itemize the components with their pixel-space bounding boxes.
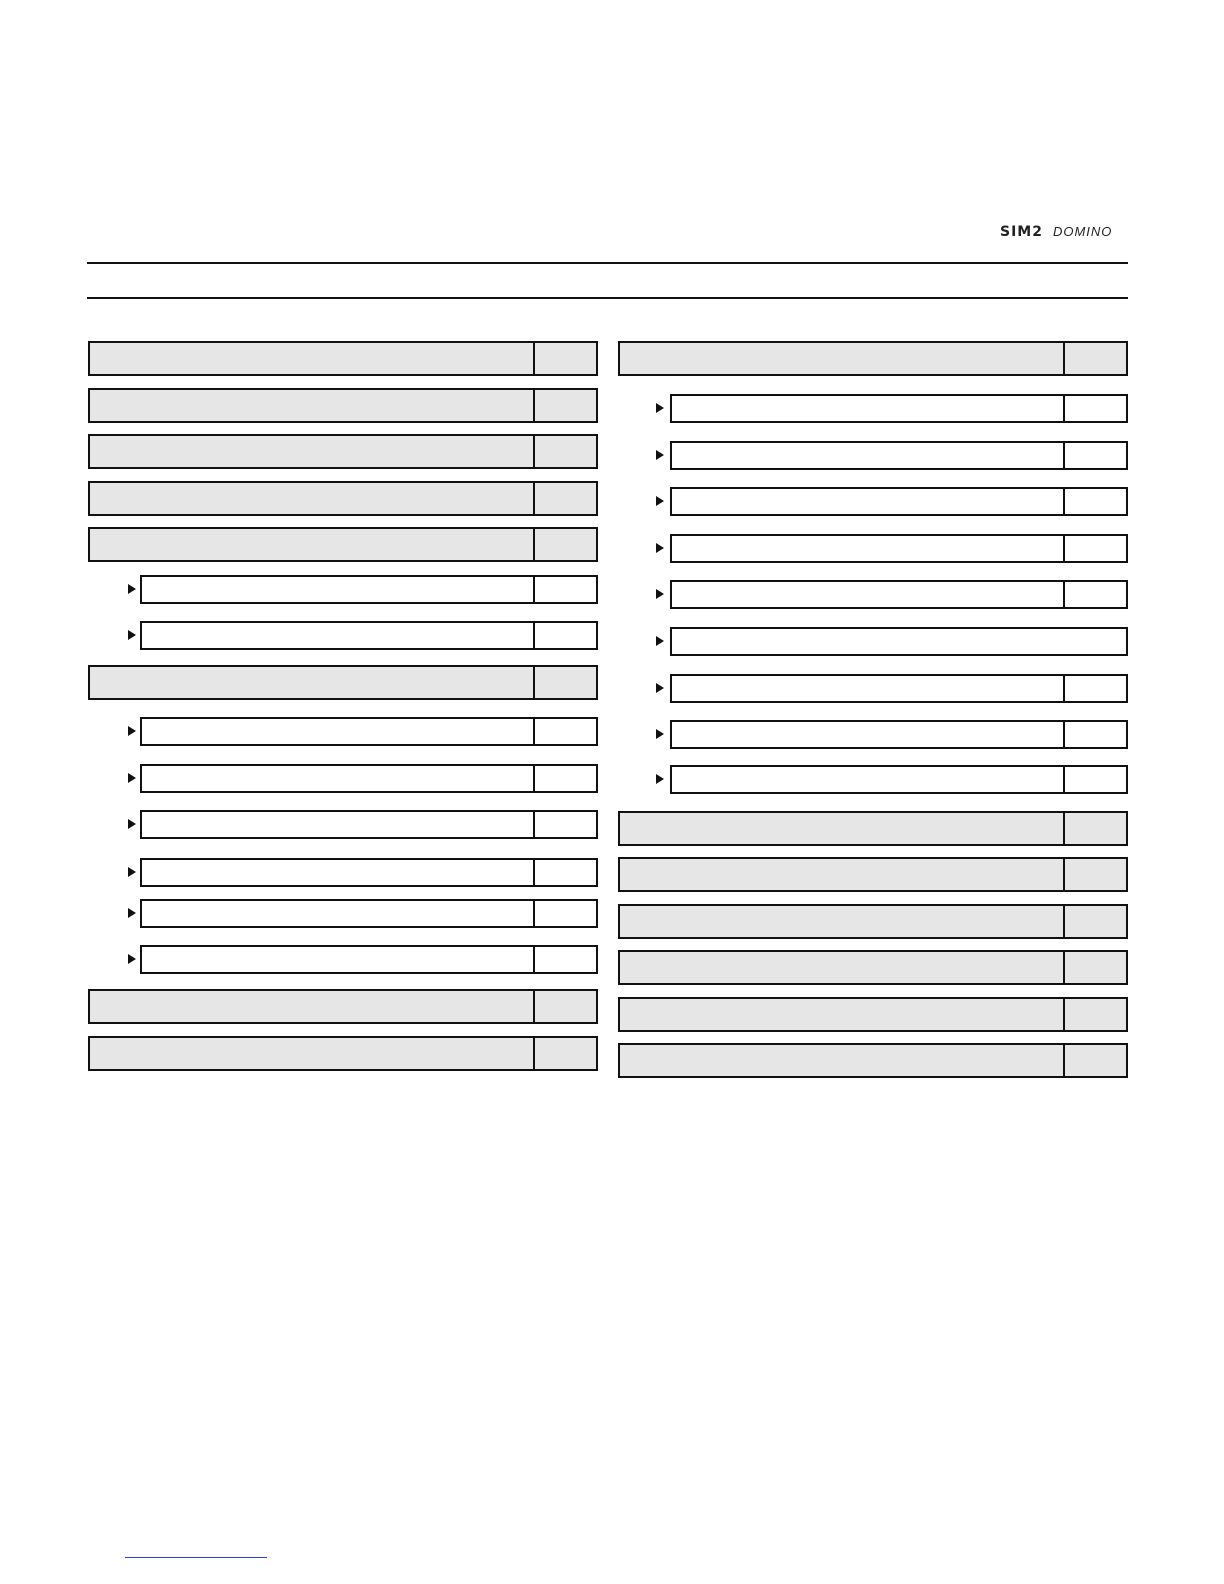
toc-entry-title [142,860,535,885]
toc-entry-title [90,390,535,421]
toc-entry-page-number [535,343,596,374]
toc-entry-page-number [1065,343,1126,374]
toc-section-entry[interactable] [88,434,598,469]
bullet-arrow-icon [128,726,136,736]
bullet-arrow-icon [128,954,136,964]
bullet-arrow-icon [656,774,664,784]
toc-entry-title [142,901,535,926]
toc-entry-page-number [1065,859,1126,890]
toc-entry-page-number [535,860,596,885]
toc-entry-title [620,999,1065,1030]
bullet-arrow-icon [656,496,664,506]
toc-entry-page-number [535,436,596,467]
toc-entry-page-number [1065,396,1126,421]
toc-subsection-entry[interactable] [670,534,1128,563]
toc-entry-page-number [1065,906,1126,937]
bullet-arrow-icon [656,543,664,553]
toc-entry-page-number [1065,489,1126,514]
bullet-arrow-icon [656,683,664,693]
toc-entry-title [672,489,1065,514]
bullet-arrow-icon [128,867,136,877]
toc-entry-title [142,719,535,744]
toc-entry-page-number [535,483,596,514]
header-rule-top [87,262,1128,264]
toc-entry-page-number [535,719,596,744]
toc-entry-title [620,343,1065,374]
toc-entry-title [672,396,1065,421]
toc-section-entry[interactable] [88,1036,598,1071]
toc-subsection-entry[interactable] [670,674,1128,703]
toc-subsection-entry[interactable] [140,575,598,604]
toc-entry-page-number [535,766,596,791]
toc-entry-title [672,582,1065,607]
toc-subsection-entry[interactable] [140,810,598,839]
bullet-arrow-icon [128,819,136,829]
toc-subsection-entry[interactable] [140,945,598,974]
toc-section-entry[interactable] [88,481,598,516]
toc-entry-page-number [535,667,596,698]
toc-entry-title [672,629,1126,654]
header-rule-bottom [87,297,1128,299]
toc-entry-page-number [535,623,596,648]
toc-subsection-entry[interactable] [670,765,1128,794]
toc-entry-title [620,906,1065,937]
toc-entry-title [90,529,535,560]
toc-entry-page-number [1065,582,1126,607]
toc-subsection-entry[interactable] [670,487,1128,516]
toc-section-entry[interactable] [618,811,1128,846]
toc-subsection-entry[interactable] [140,717,598,746]
logo-brand: SIM2 [1000,224,1043,240]
toc-subsection-entry[interactable] [140,858,598,887]
toc-entry-title [672,443,1065,468]
toc-entry-page-number [535,991,596,1022]
toc-entry-title [142,947,535,972]
toc-section-entry[interactable] [618,857,1128,892]
toc-entry-title [90,667,535,698]
toc-entry-title [142,623,535,648]
toc-subsection-entry[interactable] [670,441,1128,470]
bullet-arrow-icon [128,908,136,918]
toc-subsection-entry[interactable] [670,720,1128,749]
toc-entry-page-number [535,812,596,837]
bullet-arrow-icon [128,773,136,783]
toc-entry-title [620,813,1065,844]
toc-entry-page-number [1065,536,1126,561]
toc-entry-title [672,676,1065,701]
toc-entry-title [672,536,1065,561]
toc-section-entry[interactable] [88,989,598,1024]
toc-subsection-entry[interactable] [670,394,1128,423]
toc-entry-page-number [1065,722,1126,747]
toc-entry-page-number [1065,676,1126,701]
toc-entry-page-number [535,901,596,926]
toc-subsection-entry[interactable] [670,580,1128,609]
bullet-arrow-icon [656,636,664,646]
toc-entry-title [142,812,535,837]
toc-entry-page-number [1065,767,1126,792]
toc-section-entry[interactable] [618,904,1128,939]
footer-link-underline [125,1557,267,1558]
toc-entry-title [620,859,1065,890]
bullet-arrow-icon [656,450,664,460]
bullet-arrow-icon [128,584,136,594]
toc-section-entry[interactable] [618,950,1128,985]
bullet-arrow-icon [656,589,664,599]
toc-entry-title [142,766,535,791]
toc-section-entry[interactable] [618,997,1128,1032]
toc-entry-title [672,722,1065,747]
toc-entry-page-number [1065,999,1126,1030]
toc-entry-title [90,991,535,1022]
bullet-arrow-icon [656,729,664,739]
toc-entry-page-number [1065,952,1126,983]
toc-entry-page-number [535,390,596,421]
toc-entry-page-number [535,947,596,972]
toc-entry-page-number [1065,1045,1126,1076]
toc-entry-title [90,343,535,374]
toc-entry-page-number [1065,443,1126,468]
toc-entry-title [90,436,535,467]
bullet-arrow-icon [656,403,664,413]
toc-subsection-entry[interactable] [140,899,598,928]
toc-entry-title [90,483,535,514]
toc-entry-title [620,952,1065,983]
toc-section-entry[interactable] [88,341,598,376]
logo-model: DOMINO [1052,224,1113,239]
bullet-arrow-icon [128,630,136,640]
toc-subsection-entry[interactable] [140,621,598,650]
toc-subsection-entry[interactable] [670,627,1128,656]
toc-entry-title [620,1045,1065,1076]
toc-section-entry[interactable] [88,665,598,700]
toc-section-entry[interactable] [618,341,1128,376]
toc-section-entry[interactable] [618,1043,1128,1078]
toc-entry-title [142,577,535,602]
toc-subsection-entry[interactable] [140,764,598,793]
toc-entry-title [672,767,1065,792]
toc-section-entry[interactable] [88,388,598,423]
toc-entry-title [90,1038,535,1069]
toc-entry-page-number [535,577,596,602]
toc-section-entry[interactable] [88,527,598,562]
toc-entry-page-number [1065,813,1126,844]
toc-entry-page-number [535,1038,596,1069]
brand-logo [1000,224,1130,244]
toc-entry-page-number [535,529,596,560]
